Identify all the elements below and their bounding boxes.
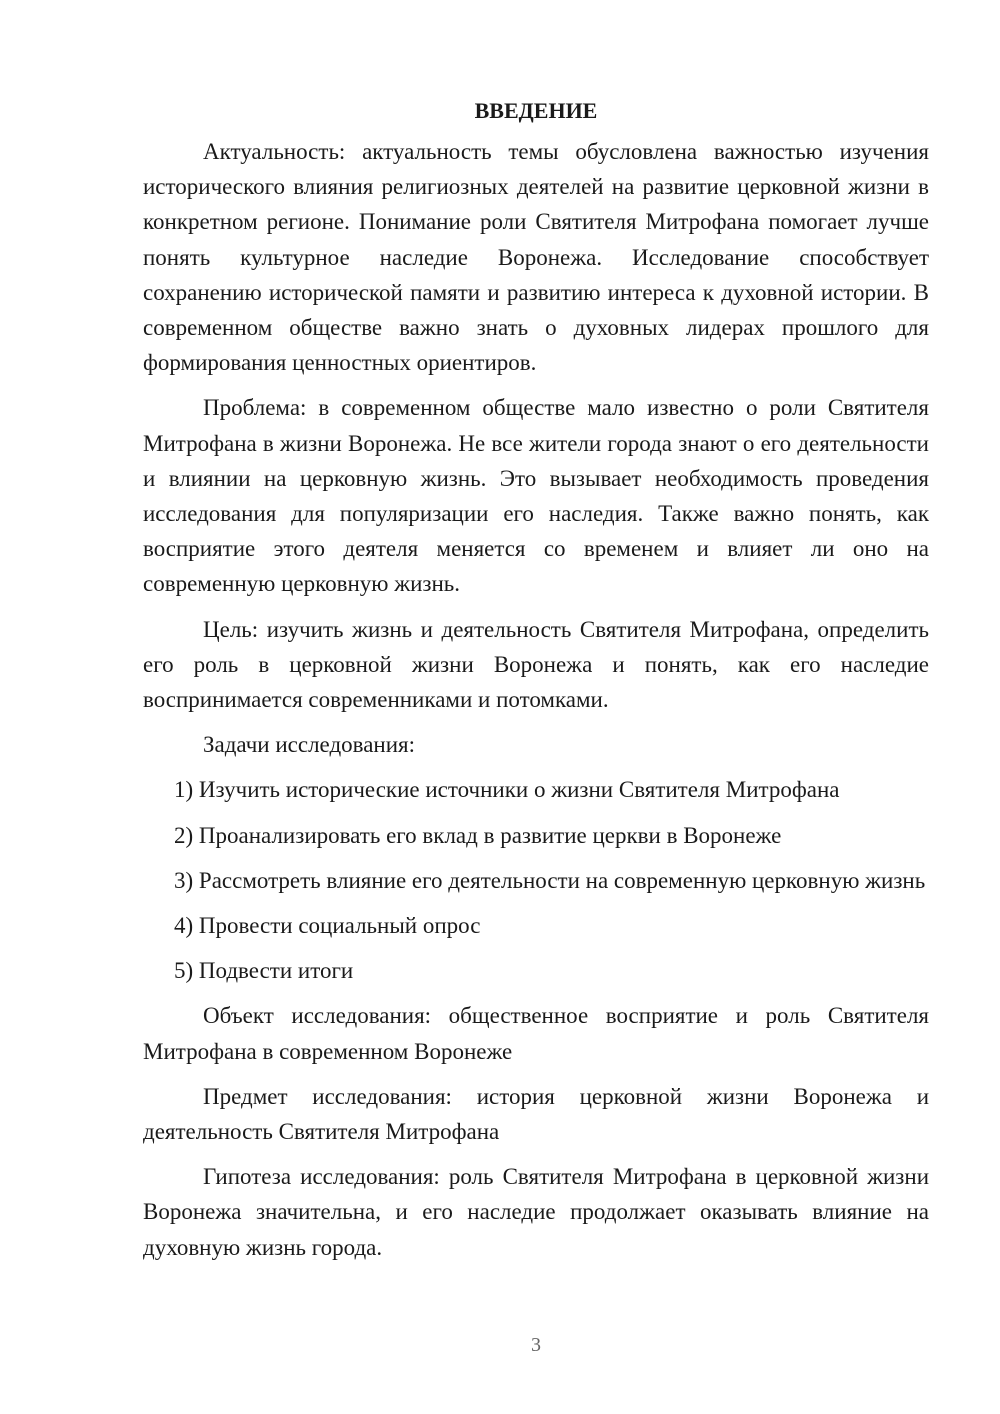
task-item: 5) Подвести итоги (174, 958, 354, 984)
task-item: 3) Рассмотреть влияние его деятельности на современную церковную жизнь (174, 867, 926, 893)
tasks-list (143, 772, 929, 988)
task-item: 1) Изучить исторические источники о жизни Святителя Митрофана (174, 777, 840, 803)
subject-paragraph: Предмет исследования: история церковной жизни Воронежа и деятельность Святителя Митрофана (143, 1083, 929, 1145)
page-title: ВВЕДЕНИЕ (474, 98, 598, 123)
hypothesis-paragraph: Гипотеза исследования: роль Святителя Митрофана в церковной жизни Воронежа значительна, и его наследие продолжает оказывать влияние на духовную жизнь города. (143, 1164, 929, 1260)
goal-paragraph: Цель: изучить жизнь и деятельность Святителя Митрофана, определить его роль в церковной жизни Воронежа и понять, как его наследие воспринимается современниками и потомками. (143, 616, 929, 713)
object-paragraph: Объект исследования: общественное восприятие и роль Святителя Митрофана в современном Воронеже (143, 1003, 929, 1064)
problem-paragraph: Проблема: в современном обществе мало известно о роли Святителя Митрофана в жизни Воронежа. Не все жители города знают о его деятельности и влиянии на церковную жизнь. Это вызывает необходимость проведения исследования для популяризации его наследия. Также важно понять, как восприятие этого деятеля меняется со временем и влияет ли оно на современную церковную жизнь. (143, 395, 929, 597)
relevance-paragraph: Актуальность: актуальность темы обусловлена важностью изучения исторического влияния религиозных деятелей на развитие церковной жизни в конкретном регионе. Понимание роли Святителя Митрофана помогает лучше понять культурное наследие Воронежа. Исследование способствует сохранению исторической памяти и развитию интереса к духовной истории. В современном обществе важно знать о духовных лидерах прошлого для формирования ценностных ориентиров. (143, 139, 929, 376)
tasks-heading: Задачи исследования: (203, 732, 416, 758)
task-item: 2) Проанализировать его вклад в развитие церкви в Воронеже (174, 822, 782, 848)
page-content (143, 93, 929, 1275)
page-number: 3 (531, 1334, 541, 1356)
task-item: 4) Провести социальный опрос (174, 913, 481, 939)
